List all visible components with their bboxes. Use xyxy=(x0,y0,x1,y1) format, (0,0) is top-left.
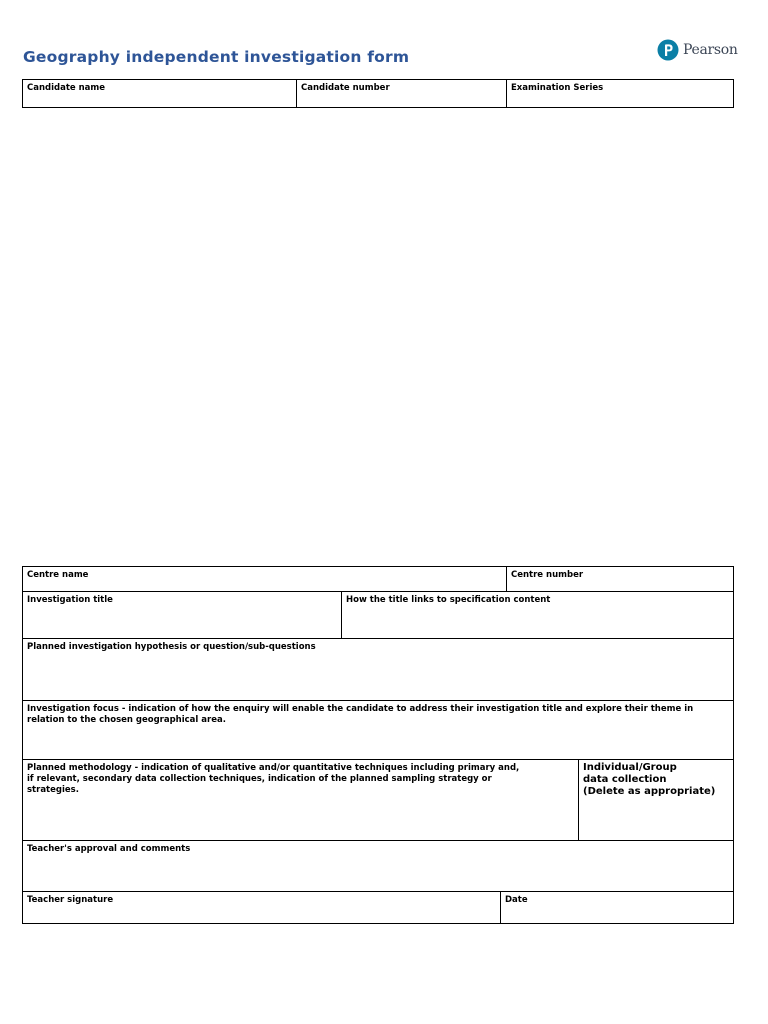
investigation-focus-field[interactable] xyxy=(22,700,734,760)
teacher-approval-field[interactable] xyxy=(22,840,734,892)
examination-series-field[interactable] xyxy=(506,79,734,108)
examination-series-label: Examination Series xyxy=(511,83,604,93)
candidate-number-field[interactable] xyxy=(296,79,507,108)
hypothesis-label: Planned investigation hypothesis or question/sub-questions xyxy=(27,642,316,652)
title-links-label: How the title links to specification content xyxy=(346,595,551,605)
centre-number-field[interactable] xyxy=(506,566,734,592)
investigation-title-field[interactable] xyxy=(22,591,342,639)
hypothesis-field[interactable] xyxy=(22,638,734,701)
investigation-focus-label: Investigation focus - indication of how the enquiry will enable the candidate to address their investigation title and explore their theme in relation to the chosen geographical area. xyxy=(27,704,694,725)
title-links-field[interactable] xyxy=(341,591,734,639)
delete-note-label: (Delete as appropriate) xyxy=(583,786,716,797)
data-collection-field[interactable] xyxy=(578,759,734,841)
page-title: Geography independent investigation form xyxy=(23,48,410,66)
date-field[interactable] xyxy=(500,891,734,924)
data-collection-label: Individual/Group data collection xyxy=(583,762,677,785)
date-label: Date xyxy=(505,895,528,905)
pearson-p-logo-icon xyxy=(657,39,679,61)
candidate-name-field[interactable] xyxy=(22,79,297,108)
candidate-name-label: Candidate name xyxy=(27,83,106,93)
centre-name-label: Centre name xyxy=(27,570,89,580)
candidate-number-label: Candidate number xyxy=(301,83,390,93)
teacher-signature-label: Teacher signature xyxy=(27,895,114,905)
teacher-approval-label: Teacher's approval and comments xyxy=(27,844,191,854)
planned-methodology-field[interactable] xyxy=(22,759,579,841)
centre-number-label: Centre number xyxy=(511,570,584,580)
logo-text: Pearson xyxy=(683,42,738,58)
investigation-title-label: Investigation title xyxy=(27,595,113,605)
centre-name-field[interactable] xyxy=(22,566,507,592)
pearson-logo xyxy=(657,38,738,62)
planned-methodology-label: Planned methodology - indication of qualitative and/or quantitative techniques including primary and, if relevant, secondary data collection techniques, indication of the planned sampling strategy or strategies. xyxy=(27,763,520,795)
teacher-signature-field[interactable] xyxy=(22,891,501,924)
